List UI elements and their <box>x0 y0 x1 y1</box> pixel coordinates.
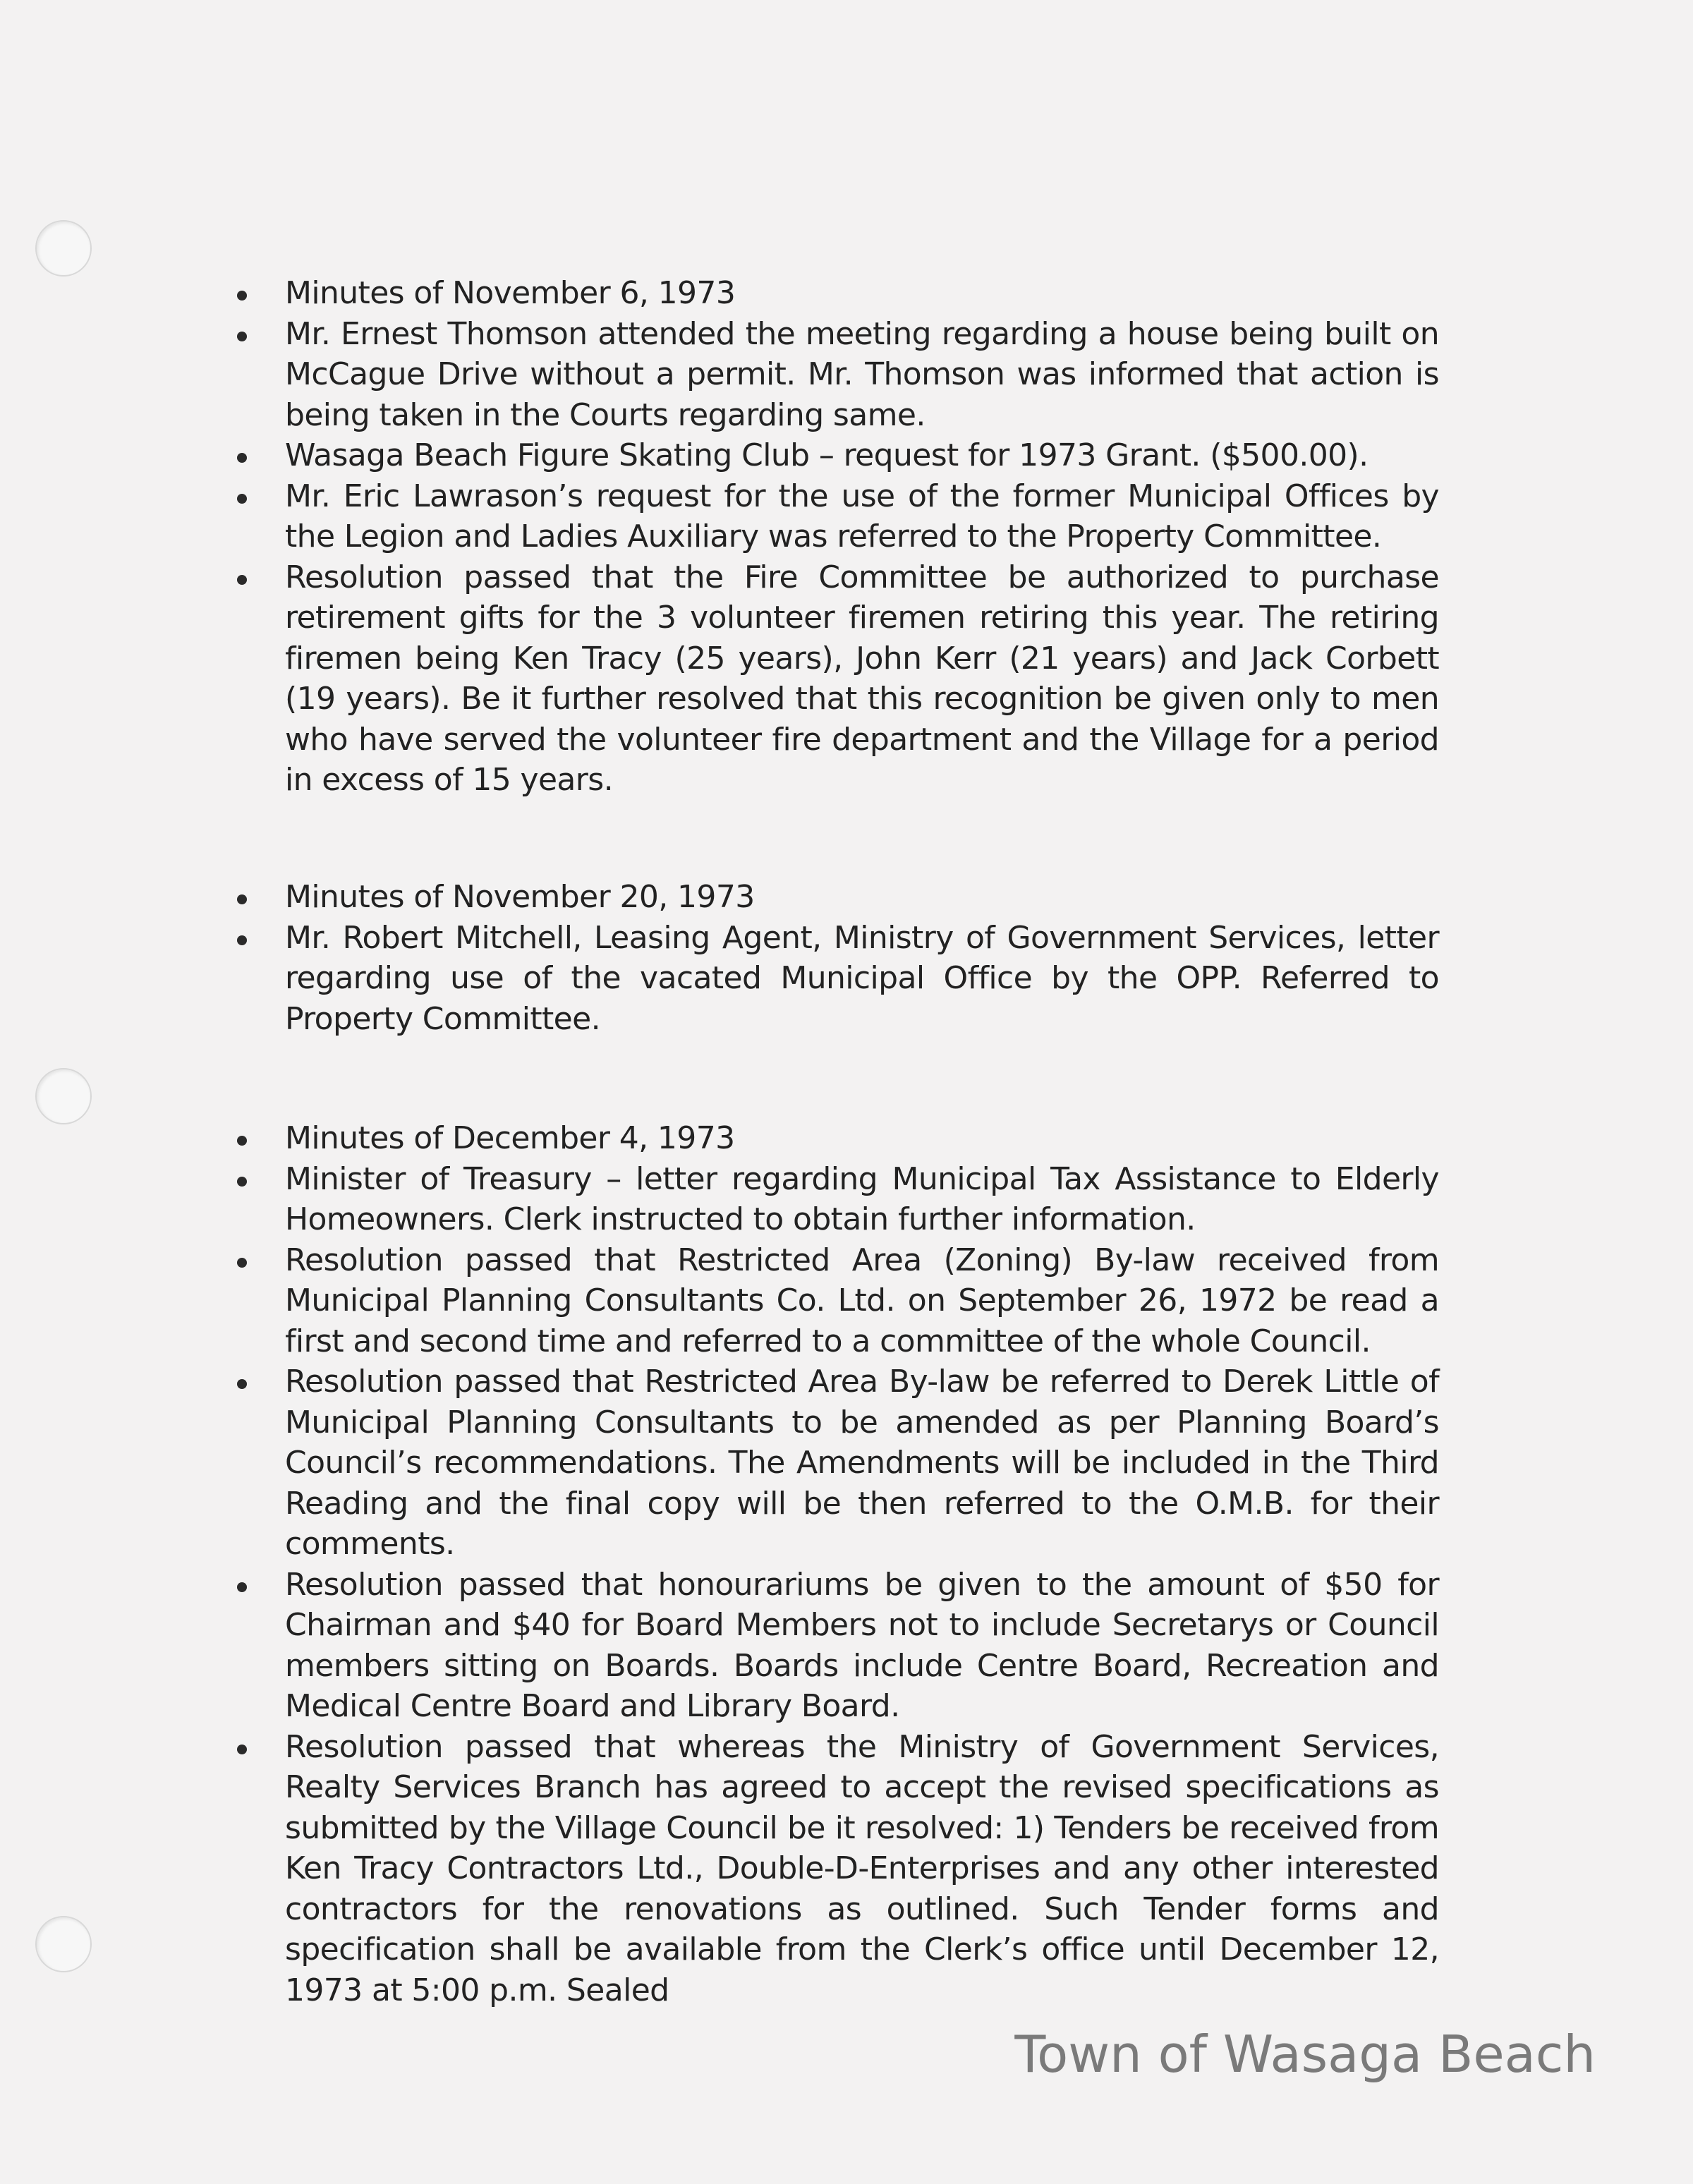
punch-hole-middle <box>35 1068 92 1124</box>
list-item: Minutes of November 20, 1973 <box>224 877 1439 918</box>
list-item: Wasaga Beach Figure Skating Club – request for 1973 Grant. ($500.00). <box>224 435 1439 476</box>
punch-hole-bottom <box>35 1916 92 1972</box>
bullet-list <box>224 1118 1439 2010</box>
list-item: Mr. Ernest Thomson attended the meeting regarding a house being built on McCague Drive without a permit. Mr. Thomson was informed that action is being taken in the Courts regarding same. <box>224 314 1439 436</box>
bullet-list <box>224 273 1439 801</box>
punch-hole-top <box>35 220 92 277</box>
list-item: Resolution passed that whereas the Ministry of Government Services, Realty Services Branch has agreed to accept the revised specifications as submitted by the Village Council be it resolved: 1) Tenders be received from Ken Tracy Contractors Ltd., Double-D-Enterprises and any other interested contractors for the renovations as outlined. Such Tender forms and specification shall be available from the Clerk’s office until December 12, 1973 at 5:00 p.m. Sealed <box>224 1727 1439 2011</box>
list-item: Mr. Eric Lawrason’s request for the use of the former Municipal Offices by the Legion and Ladies Auxiliary was referred to the Property Committee. <box>224 476 1439 557</box>
minutes-dec-4-section <box>224 1118 1439 2010</box>
list-item: Minutes of November 6, 1973 <box>224 273 1439 314</box>
watermark: Town of Wasaga Beach <box>1014 2025 1596 2084</box>
bullet-list <box>224 877 1439 1039</box>
list-item: Minutes of December 4, 1973 <box>224 1118 1439 1159</box>
list-item: Resolution passed that Restricted Area (Zoning) By-law received from Municipal Planning Consultants Co. Ltd. on September 26, 1972 be read a first and second time and referred to a committee of the whole Council. <box>224 1240 1439 1362</box>
minutes-nov-20-section <box>224 877 1439 1039</box>
minutes-nov-6-section <box>224 273 1439 801</box>
list-item: Resolution passed that the Fire Committee be authorized to purchase retirement gifts for the 3 volunteer firemen retiring this year. The retiring firemen being Ken Tracy (25 years), John Kerr (21 years) and Jack Corbett (19 years). Be it further resolved that this recognition be given only to men who have served the volunteer fire department and the Village for a period in excess of 15 years. <box>224 557 1439 801</box>
list-item: Mr. Robert Mitchell, Leasing Agent, Ministry of Government Services, letter regarding use of the vacated Municipal Office by the OPP. Referred to Property Committee. <box>224 918 1439 1040</box>
list-item: Minister of Treasury – letter regarding Municipal Tax Assistance to Elderly Homeowners. Clerk instructed to obtain further information. <box>224 1159 1439 1240</box>
list-item: Resolution passed that Restricted Area By-law be referred to Derek Little of Municipal Planning Consultants to be amended as per Planning Board’s Council’s recommendations. The Amendments will be included in the Third Reading and the final copy will be then referred to the O.M.B. for their comments. <box>224 1361 1439 1565</box>
list-item: Resolution passed that honourariums be given to the amount of $50 for Chairman and $40 for Board Members not to include Secretarys or Council members sitting on Boards. Boards include Centre Board, Recreation and Medical Centre Board and Library Board. <box>224 1565 1439 1727</box>
